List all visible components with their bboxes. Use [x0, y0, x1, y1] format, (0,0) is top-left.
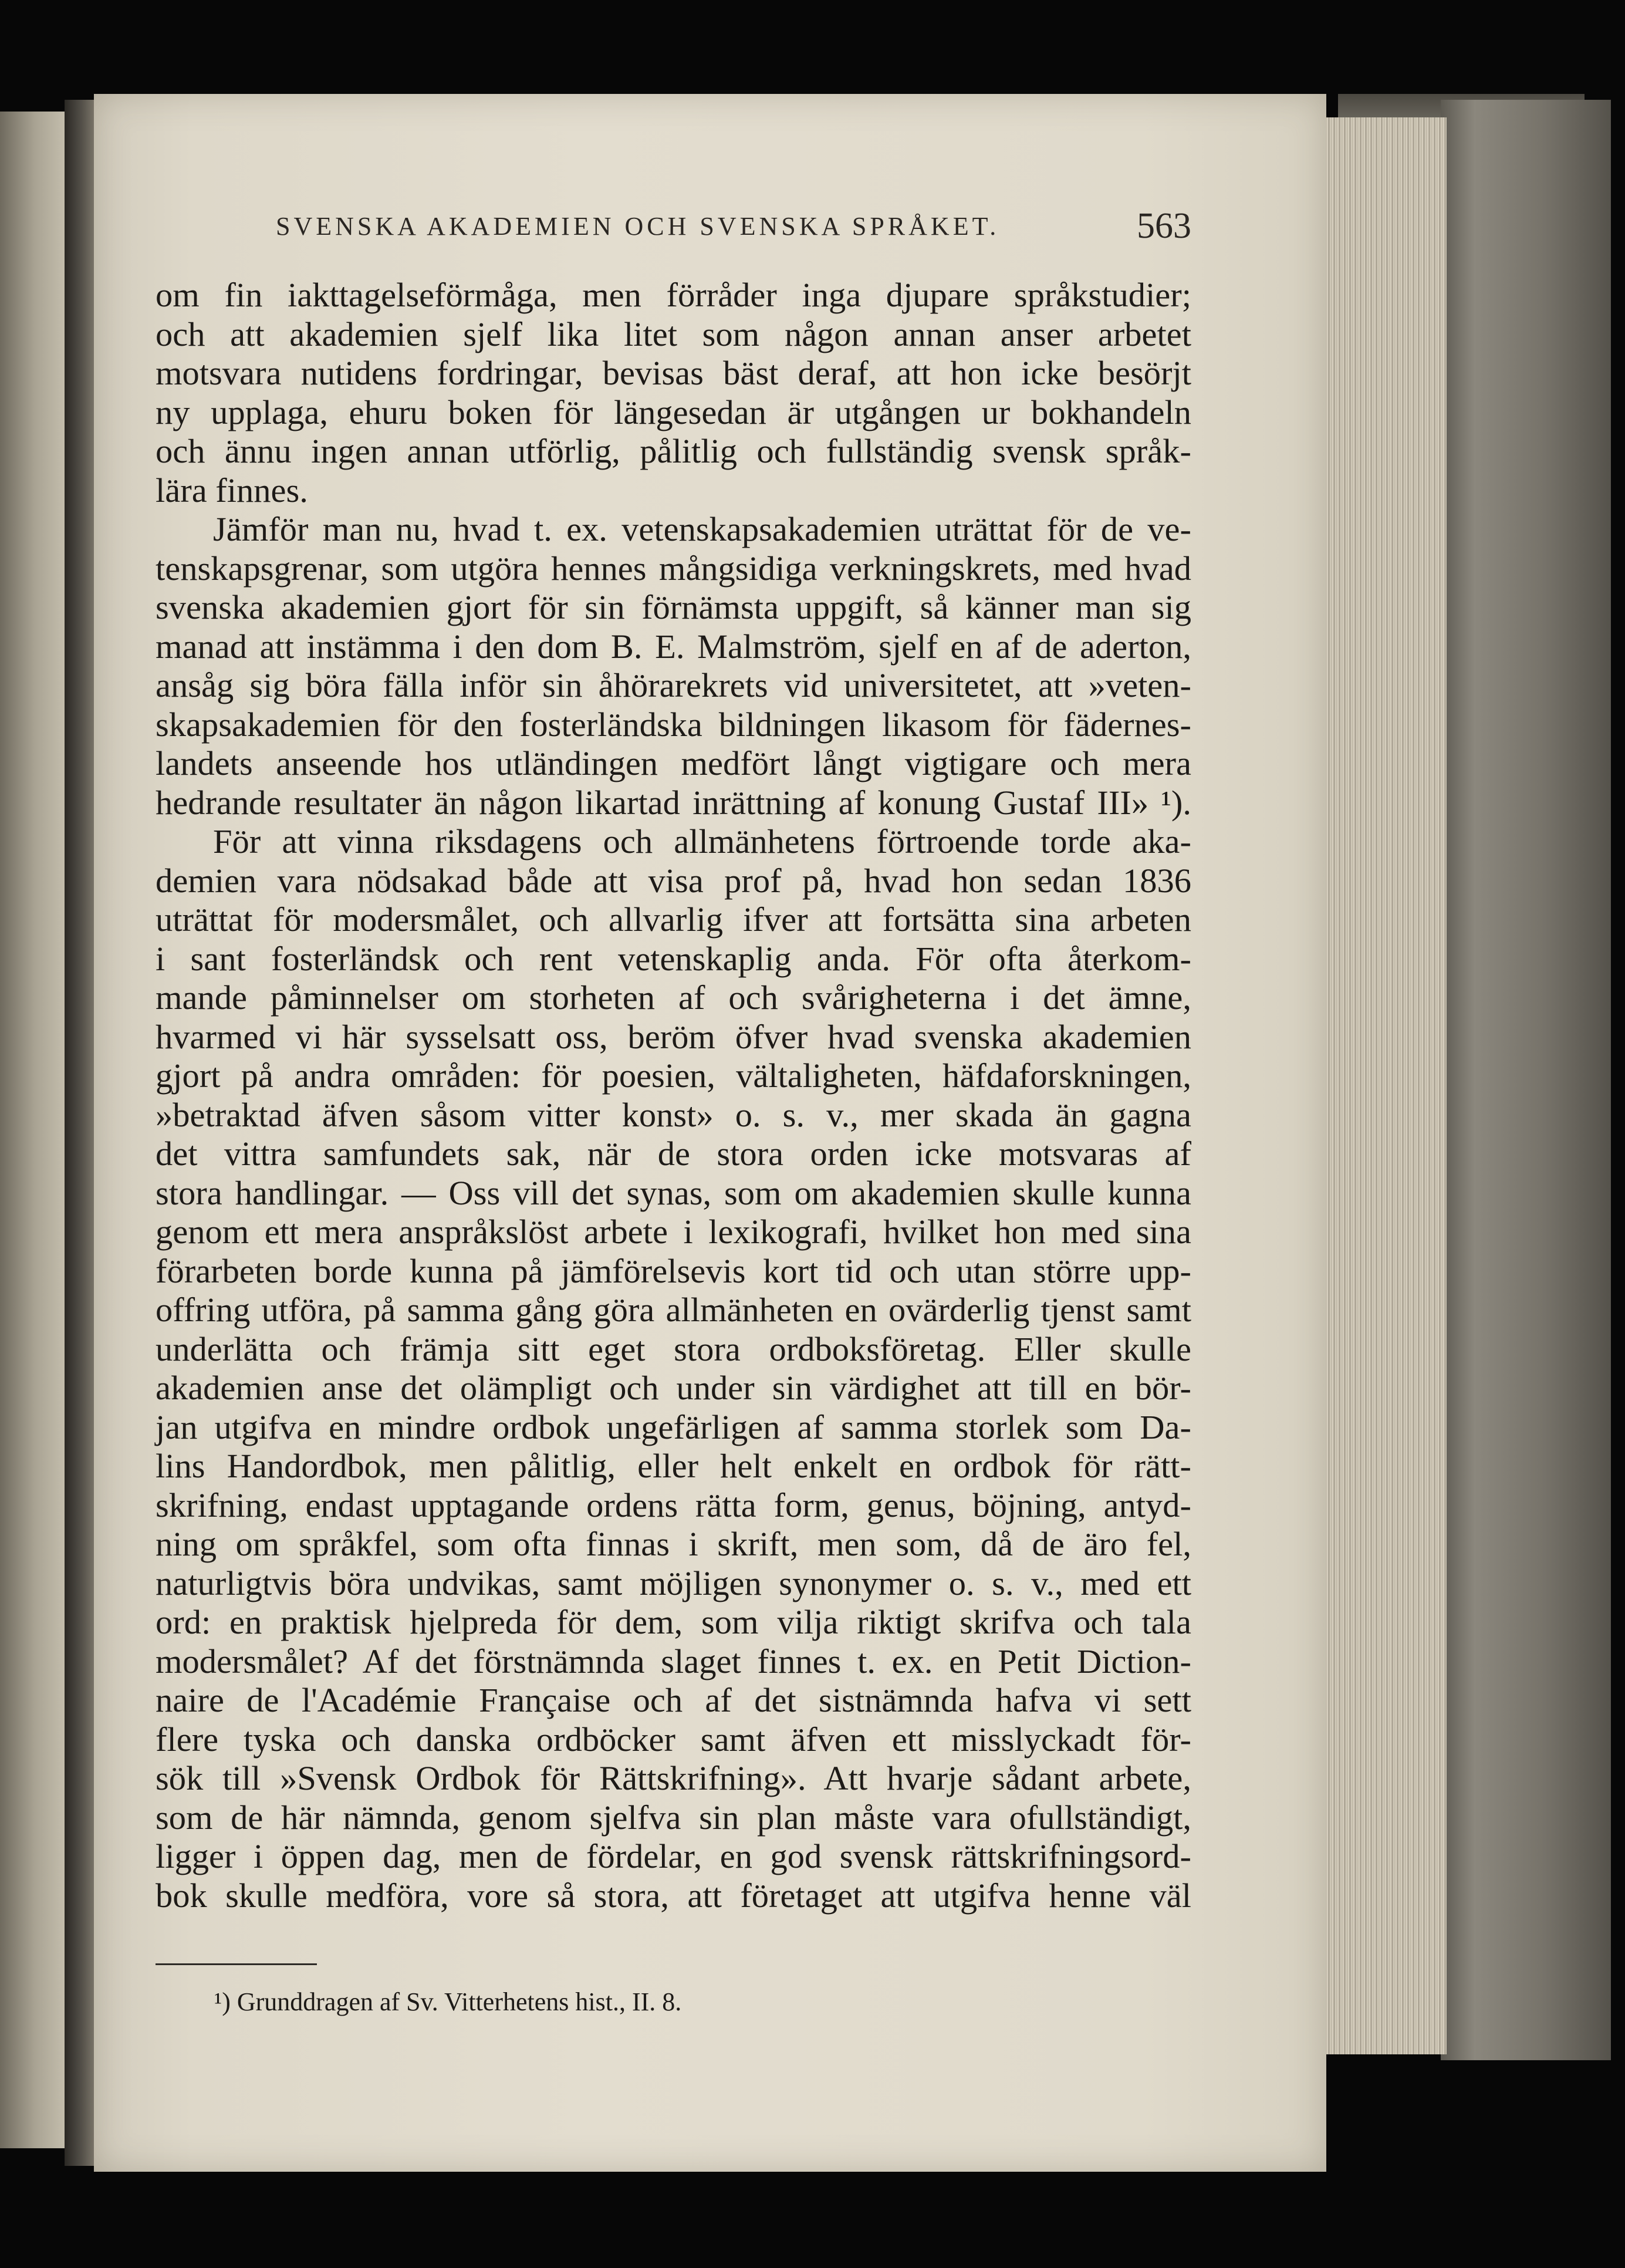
text-line: ansåg sig böra fälla inför sin åhörarekrets vid universitetet, att »veten- — [156, 666, 1191, 704]
footnote-rule — [156, 1963, 317, 1965]
text-line: underlätta och främja sitt eget stora ordboksföretag. Eller skulle — [156, 1329, 1191, 1368]
text-line: och ännu ingen annan utförlig, pålitlig och fullständig svensk språk- — [156, 432, 1191, 470]
text-line: om fin iakttagelseförmåga, men förråder inga djupare språkstudier; — [156, 276, 1191, 314]
text-line: manad att instämma i den dom B. E. Malmström, sjelf en af de aderton, — [156, 627, 1191, 666]
text-line: landets anseende hos utländingen medfört långt vigtigare och mera — [156, 744, 1191, 782]
text-line: bok skulle medföra, vore så stora, att företaget att utgifva henne väl — [156, 1876, 1191, 1915]
text-line: ligger i öppen dag, men de fördelar, en god svensk rättskrifningsord- — [156, 1837, 1191, 1875]
text-line: skrifning, endast upptagande ordens rätta form, genus, böjning, antyd- — [156, 1486, 1191, 1524]
text-line: gjort på andra områden: för poesien, vältaligheten, häfdaforskningen, — [156, 1057, 1191, 1095]
footnote-marker: ¹) — [214, 1987, 231, 2016]
text-line: det vittra samfundets sak, när de stora orden icke motsvaras af — [156, 1135, 1191, 1173]
text-line: motsvara nutidens fordringar, bevisas bäst deraf, att hon icke besörjt — [156, 354, 1191, 392]
page-edge-stack — [1323, 117, 1447, 2054]
text-line: lära finnes. — [156, 471, 308, 509]
text-line: sök till »Svensk Ordbok för Rättskrifning». Att hvarje sådant arbete, — [156, 1759, 1191, 1797]
book-binding — [1441, 100, 1611, 2060]
text-line: flere tyska och danska ordböcker samt äfven ett misslyckadt för- — [156, 1720, 1191, 1759]
page-number: 563 — [1137, 206, 1191, 246]
text-line: som de här nämnda, genom sjelfva sin plan måste vara ofullständigt, — [156, 1798, 1191, 1837]
text-line: uträttat för modersmålet, och allvarlig ifver att fortsätta sina arbeten — [156, 900, 1191, 939]
text-line: mande påminnelser om storheten af och svårigheterna i det ämne, — [156, 978, 1191, 1017]
text-line: ord: en praktisk hjelpreda för dem, som vilja riktigt skrifva och tala — [156, 1603, 1191, 1641]
text-line: demien vara nödsakad både att visa prof på, hvad hon sedan 1836 — [156, 861, 1191, 900]
footnote-text: Grunddragen af Sv. Vitterhetens hist., II. 8. — [237, 1987, 682, 2016]
running-head-title: SVENSKA AKADEMIEN OCH SVENSKA SPRÅKET. — [276, 212, 1000, 241]
text-line: lins Handordbok, men pålitlig, eller helt enkelt en ordbok för rätt- — [156, 1447, 1191, 1485]
text-line: ny upplaga, ehuru boken för längesedan är utgången ur bokhandeln — [156, 393, 1191, 431]
text-line: svenska akademien gjort för sin förnämsta uppgift, så känner man sig — [156, 588, 1191, 626]
text-line: genom ett mera anspråkslöst arbete i lexikografi, hvilket hon med sina — [156, 1213, 1191, 1251]
body-text — [156, 276, 1191, 1915]
text-line: För att vinna riksdagens och allmänhetens förtroende torde aka- — [213, 822, 1191, 860]
text-line: akademien anse det olämpligt och under sin värdighet att till en bör- — [156, 1369, 1191, 1407]
text-line: hvarmed vi här sysselsatt oss, beröm öfver hvad svenska akademien — [156, 1017, 1191, 1056]
text-line: naire de l'Académie Française och af det sistnämnda hafva vi sett — [156, 1681, 1191, 1719]
running-head — [276, 205, 1191, 252]
footnote — [214, 1987, 681, 2017]
text-line: offring utföra, på samma gång göra allmänheten en ovärderlig tjenst samt — [156, 1291, 1191, 1329]
text-line: modersmålet? Af det förstnämnda slaget finnes t. ex. en Petit Diction- — [156, 1642, 1191, 1680]
text-line: »betraktad äfven såsom vitter konst» o. s. v., mer skada än gagna — [156, 1095, 1191, 1134]
text-line: Jämför man nu, hvad t. ex. vetenskapsakademien uträttat för de ve- — [213, 510, 1191, 548]
text-line: förarbeten borde kunna på jämförelsevis kort tid och utan större upp- — [156, 1251, 1191, 1290]
text-line: hedrande resultater än någon likartad inrättning af konung Gustaf III» ¹). — [156, 783, 1191, 822]
text-line: och att akademien sjelf lika litet som någon annan anser arbetet — [156, 315, 1191, 353]
text-line: jan utgifva en mindre ordbok ungefärligen af samma storlek som Da- — [156, 1408, 1191, 1446]
text-line: naturligtvis böra undvikas, samt möjligen synonymer o. s. v., med ett — [156, 1564, 1191, 1602]
text-line: stora handlingar. — Oss vill det synas, som om akademien skulle kunna — [156, 1173, 1191, 1212]
text-line: skapsakademien för den fosterländska bildningen likasom för fädernes- — [156, 705, 1191, 744]
text-line: tenskapsgrenar, som utgöra hennes mångsidiga verkningskrets, med hvad — [156, 549, 1191, 588]
text-line: ning om språkfel, som ofta finnas i skrift, men som, då de äro fel, — [156, 1525, 1191, 1563]
text-line: i sant fosterländsk och rent vetenskaplig anda. För ofta återkom- — [156, 939, 1191, 978]
